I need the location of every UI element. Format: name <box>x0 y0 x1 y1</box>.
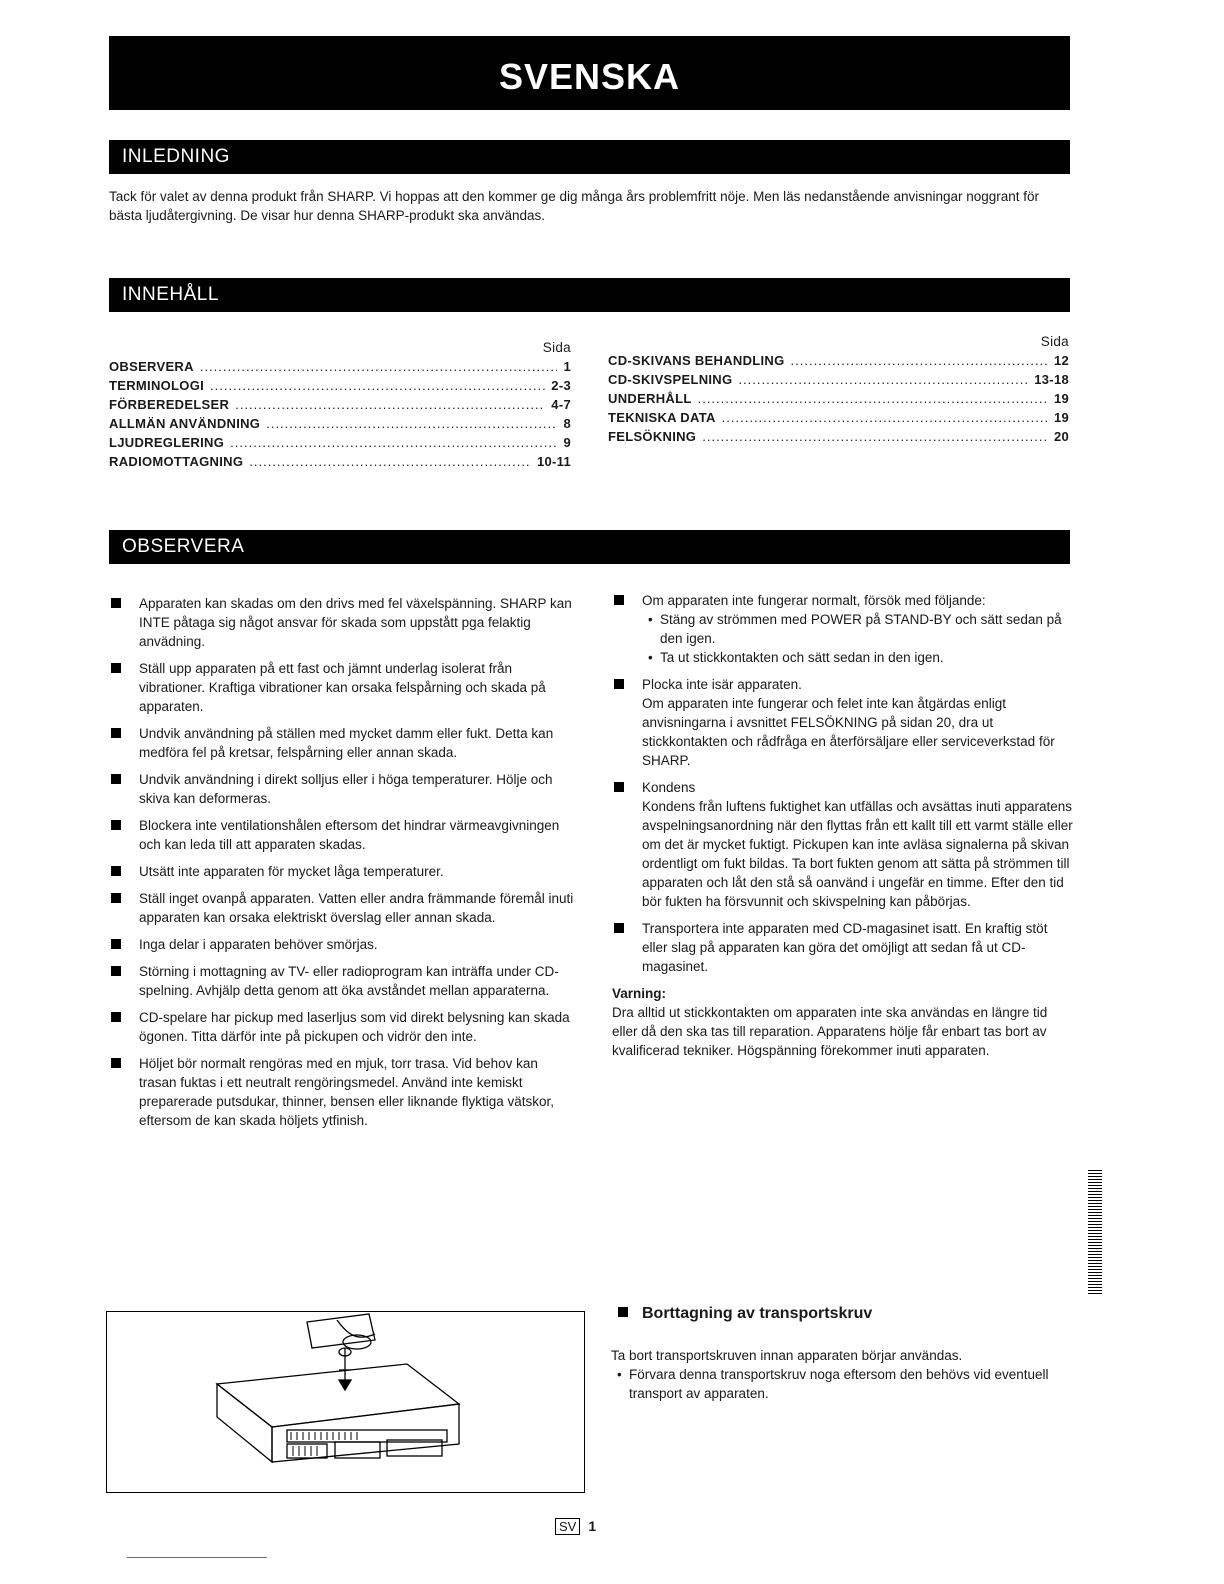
list-item: Undvik användning i direkt solljus eller i höga temperaturer. Hölje och skiva kan deformeras. <box>109 770 579 808</box>
list-item: Ställ inget ovanpå apparaten. Vatten eller andra främmande föremål inuti apparaten kan orsaka elektriskt överslag eller annan skada. <box>109 889 579 927</box>
toc-row[interactable]: FELSÖKNING ..... 20 <box>608 429 1069 448</box>
toc-row[interactable]: OBSERVERA ..... 1 <box>109 359 571 378</box>
section-title-inledning: INLEDNING <box>122 146 230 167</box>
list-item: Störning i mottagning av TV- eller radioprogram kan inträffa under CD-spelning. Avhjälp detta genom att öka avståndet mellan apparaterna. <box>109 962 579 1000</box>
toc-row[interactable]: ALLMÄN ANVÄNDNING ..... 8 <box>109 416 571 435</box>
list-item: Transportera inte apparaten med CD-magasinet isatt. En kraftig stöt eller slag på apparaten kan göra det omöjligt att sedan få ut CD-magasinet. <box>612 919 1074 976</box>
bullet-square-icon <box>614 923 624 933</box>
bullet-square-icon <box>111 966 121 976</box>
warning-text: Dra alltid ut stickkontakten om apparaten inte ska användas en längre tid eller då den ska tas till reparation. Apparatens hölje får enbart tas bort av kvalificerad tekniker. Högspänning förekommer inuti apparaten. <box>612 1005 1048 1058</box>
transport-screw-illustration <box>106 1311 585 1493</box>
bullet-square-icon <box>111 820 121 830</box>
bullet-square-icon <box>111 939 121 949</box>
page-title: SVENSKA <box>498 56 681 97</box>
bullet-square-icon <box>111 1012 121 1022</box>
bullet-square-icon <box>111 728 121 738</box>
transport-text: Ta bort transportskruven innan apparaten börjar användas. • Förvara denna transportskruv noga eftersom den behövs vid eventuell transport av apparaten. <box>611 1346 1076 1403</box>
toc-right <box>608 334 1069 448</box>
toc-row[interactable]: CD-SKIVANS BEHANDLING ..... 12 <box>608 353 1069 372</box>
bullet-square-icon <box>614 679 624 689</box>
list-item: Undvik användning på ställen med mycket damm eller fukt. Detta kan medföra fel på kretsar, felspårning eller annan skada. <box>109 724 579 762</box>
section-title-observera: OBSERVERA <box>122 536 245 557</box>
section-bar-inledning <box>109 140 1070 174</box>
toc-sida-label: Sida <box>542 340 571 355</box>
toc-row[interactable]: UNDERHÅLL ..... 19 <box>608 391 1069 410</box>
toc-sida-label: Sida <box>1040 334 1069 349</box>
language-box: SV <box>555 1518 580 1535</box>
warning-heading: Varning: <box>612 986 667 1001</box>
page-title-bar <box>109 36 1070 110</box>
page-edge-marker <box>1088 1170 1102 1295</box>
section-bar-innehall <box>109 278 1070 312</box>
divider-line <box>127 1557 267 1558</box>
bullet-square-icon <box>111 866 121 876</box>
observera-right-column <box>612 591 1074 1060</box>
bullet-square-icon <box>111 598 121 608</box>
bullet-square-icon <box>614 782 624 792</box>
toc-row[interactable]: CD-SKIVSPELNING ..... 13-18 <box>608 372 1069 391</box>
sub-bullet: • Ta ut stickkontakten och sätt sedan in den igen. <box>642 648 1074 667</box>
list-item: Höljet bör normalt rengöras med en mjuk, torr trasa. Vid behov kan trasan fuktas i ett neutralt rengöringsmedel. Använd inte kemiskt preparerade putsdukar, thinner, bensen eller liknande flyktiga vätskor, eftersom de kan skada höljets ytfinish. <box>109 1054 579 1130</box>
transport-heading: Borttagning av transportskruv <box>618 1305 872 1323</box>
bullet-square-icon <box>111 774 121 784</box>
list-item: Kondens Kondens från luftens fuktighet kan utfällas och avsättas inuti apparatens avspelningsanordning när den flyttas från ett kallt till ett varmt ställe eller om det är mycket fuktigt. Pickupen kan inte avläsa signalerna på skivan ordentligt om fukt bildas. Ta bort fukten genom att sätta på strömmen till apparaten och låt den stå så oanvänd i ungefär en timme. Efter den tid bör fukten ha försvunnit och skivspelning kan påbörjas. <box>612 778 1074 911</box>
toc-left <box>109 340 571 473</box>
bullet-square-icon <box>614 595 624 605</box>
page-number: SV 1 <box>555 1518 596 1535</box>
bullet-square-icon <box>618 1307 628 1317</box>
sub-bullet: • Stäng av strömmen med POWER på STAND-BY och sätt sedan på den igen. <box>642 610 1074 648</box>
toc-row[interactable]: LJUDREGLERING ..... 9 <box>109 435 571 454</box>
toc-row[interactable]: FÖRBEREDELSER ..... 4-7 <box>109 397 571 416</box>
toc-row[interactable]: TEKNISKA DATA ..... 19 <box>608 410 1069 429</box>
list-item: Blockera inte ventilationshålen eftersom det hindrar värmeavgivningen och kan leda till att apparaten skadas. <box>109 816 579 854</box>
bullet-square-icon <box>111 663 121 673</box>
sub-bullet: • Förvara denna transportskruv noga eftersom den behövs vid eventuell transport av apparaten. <box>611 1365 1076 1403</box>
bullet-square-icon <box>111 1058 121 1068</box>
toc-row[interactable]: RADIOMOTTAGNING ..... 10-11 <box>109 454 571 473</box>
section-bar-observera <box>109 530 1070 564</box>
bullet-square-icon <box>111 893 121 903</box>
list-item: Ställ upp apparaten på ett fast och jämnt underlag isolerat från vibrationer. Kraftiga vibrationer kan orsaka felspårning och skada på apparaten. <box>109 659 579 716</box>
intro-text: Tack för valet av denna produkt från SHARP. Vi hoppas att den kommer ge dig många års problemfritt nöje. Men läs nedanstående anvisningar noggrant för bästa ljudåtergivning. De visar hur denna SHARP-produkt ska användas. <box>109 189 1040 223</box>
toc-row[interactable]: TERMINOLOGI ..... 2-3 <box>109 378 571 397</box>
observera-left-column <box>109 594 579 1138</box>
list-item: Inga delar i apparaten behöver smörjas. <box>109 935 579 954</box>
list-item: CD-spelare har pickup med laserljus som vid direkt belysning kan skada ögonen. Titta därför inte på pickupen och vidrör den inte. <box>109 1008 579 1046</box>
list-item: Apparaten kan skadas om den drivs med fel växelspänning. SHARP kan INTE påtaga sig något ansvar för skada som uppstått pga felaktig anvädning. <box>109 594 579 651</box>
list-item: Om apparaten inte fungerar normalt, försök med följande: • Stäng av strömmen med POWER på STAND-BY och sätt sedan på den igen. • Ta ut stickkontakten och sätt sedan in den igen. <box>612 591 1074 667</box>
list-item: Utsätt inte apparaten för mycket låga temperaturer. <box>109 862 579 881</box>
cd-player-diagram-icon <box>107 1312 584 1492</box>
list-item: Plocka inte isär apparaten. Om apparaten inte fungerar och felet inte kan åtgärdas enligt anvisningarna i avsnittet FELSÖKNING på sidan 20, dra ut stickkontakten och rådfråga en återförsäljare eller serviceverkstad för SHARP. <box>612 675 1074 770</box>
section-title-innehall: INNEHÅLL <box>122 284 219 305</box>
